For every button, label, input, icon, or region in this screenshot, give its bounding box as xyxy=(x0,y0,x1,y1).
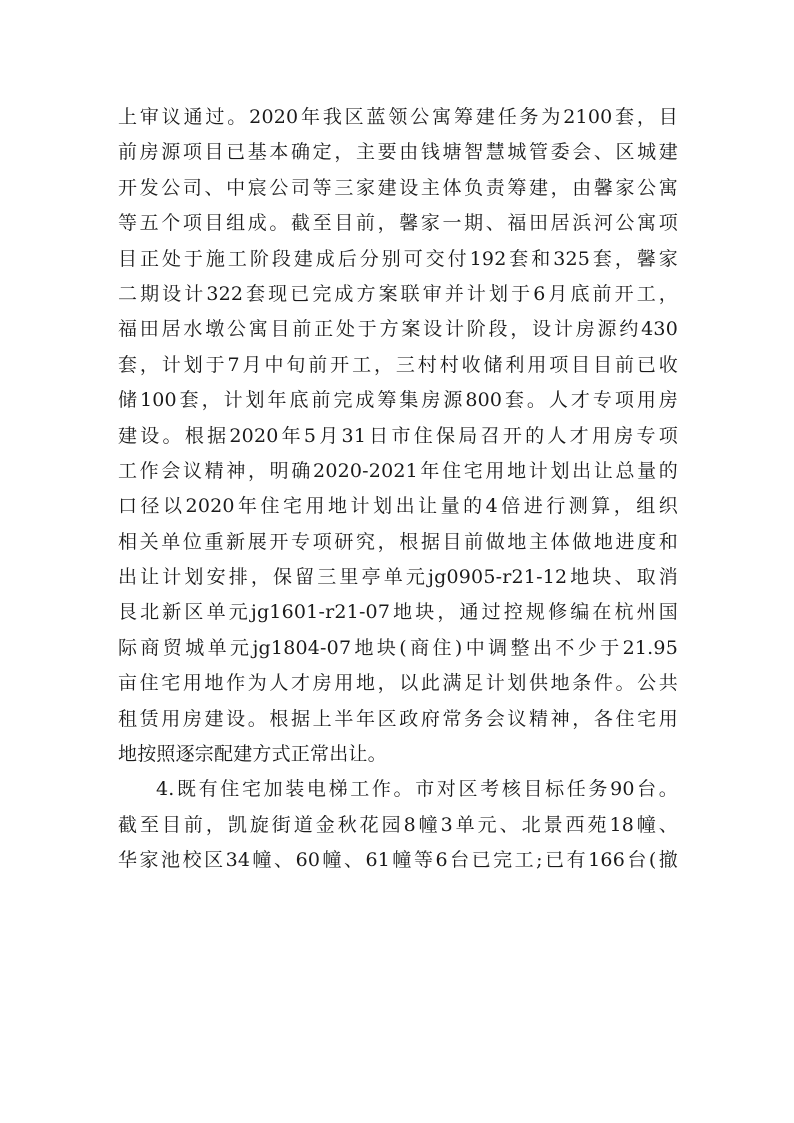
text-line: 际商贸城单元jg1804-07地块(商住)中调整出不少于21.95 xyxy=(118,636,678,659)
text-line: 截至目前，凯旋街道金秋花园8幢3单元、北景西苑18幢、 xyxy=(118,813,678,836)
text-line: 地按照逐宗配建方式正常出让。 xyxy=(118,743,387,766)
text-line: 亩住宅用地作为人才房用地，以此满足计划供地条件。公共 xyxy=(118,672,678,695)
text-line: 福田居水墩公寓目前正处于方案设计阶段，设计房源约430 xyxy=(118,318,678,341)
text-line: 工作会议精神，明确2020-2021年住宅用地计划出让总量的 xyxy=(118,459,678,482)
text-line: 出让计划安排，保留三里亭单元jg0905-r21-12地块、取消 xyxy=(118,566,678,589)
text-line: 二期设计322套现已完成方案联审并计划于6月底前开工， xyxy=(118,282,678,305)
text-line: 套，计划于7月中旬前开工，三村村收储利用项目目前已收 xyxy=(118,353,678,376)
text-line: 前房源项目已基本确定，主要由钱塘智慧城管委会、区城建 xyxy=(118,141,678,164)
text-line: 租赁用房建设。根据上半年区政府常务会议精神，各住宅用 xyxy=(118,707,678,730)
text-line: 上审议通过。2020年我区蓝领公寓筹建任务为2100套，目 xyxy=(118,106,678,128)
text-line: 开发公司、中宸公司等三家建设主体负责筹建，由馨家公寓 xyxy=(118,176,678,199)
text-line: 艮北新区单元jg1601-r21-07地块，通过控规修编在杭州国 xyxy=(118,601,678,624)
text-line: 储100套，计划年底前完成筹集房源800套。人才专项用房 xyxy=(118,389,678,412)
text-line: 相关单位重新展开专项研究，根据目前做地主体做地进度和 xyxy=(118,530,678,553)
text-line: 目正处于施工阶段建成后分别可交付192套和325套，馨家 xyxy=(118,247,678,270)
text-line: 华家池校区34幢、60幢、61幢等6台已完工;已有166台(撤 xyxy=(118,849,678,872)
text-line: 4.既有住宅加装电梯工作。市对区考核目标任务90台。 xyxy=(156,778,678,801)
text-line: 口径以2020年住宅用地计划出让量的4倍进行测算，组织 xyxy=(118,495,678,518)
text-line: 建设。根据2020年5月31日市住保局召开的人才用房专项 xyxy=(118,424,678,447)
text-line: 等五个项目组成。截至目前，馨家一期、福田居浜河公寓项 xyxy=(118,212,678,235)
body-text xyxy=(118,100,678,879)
